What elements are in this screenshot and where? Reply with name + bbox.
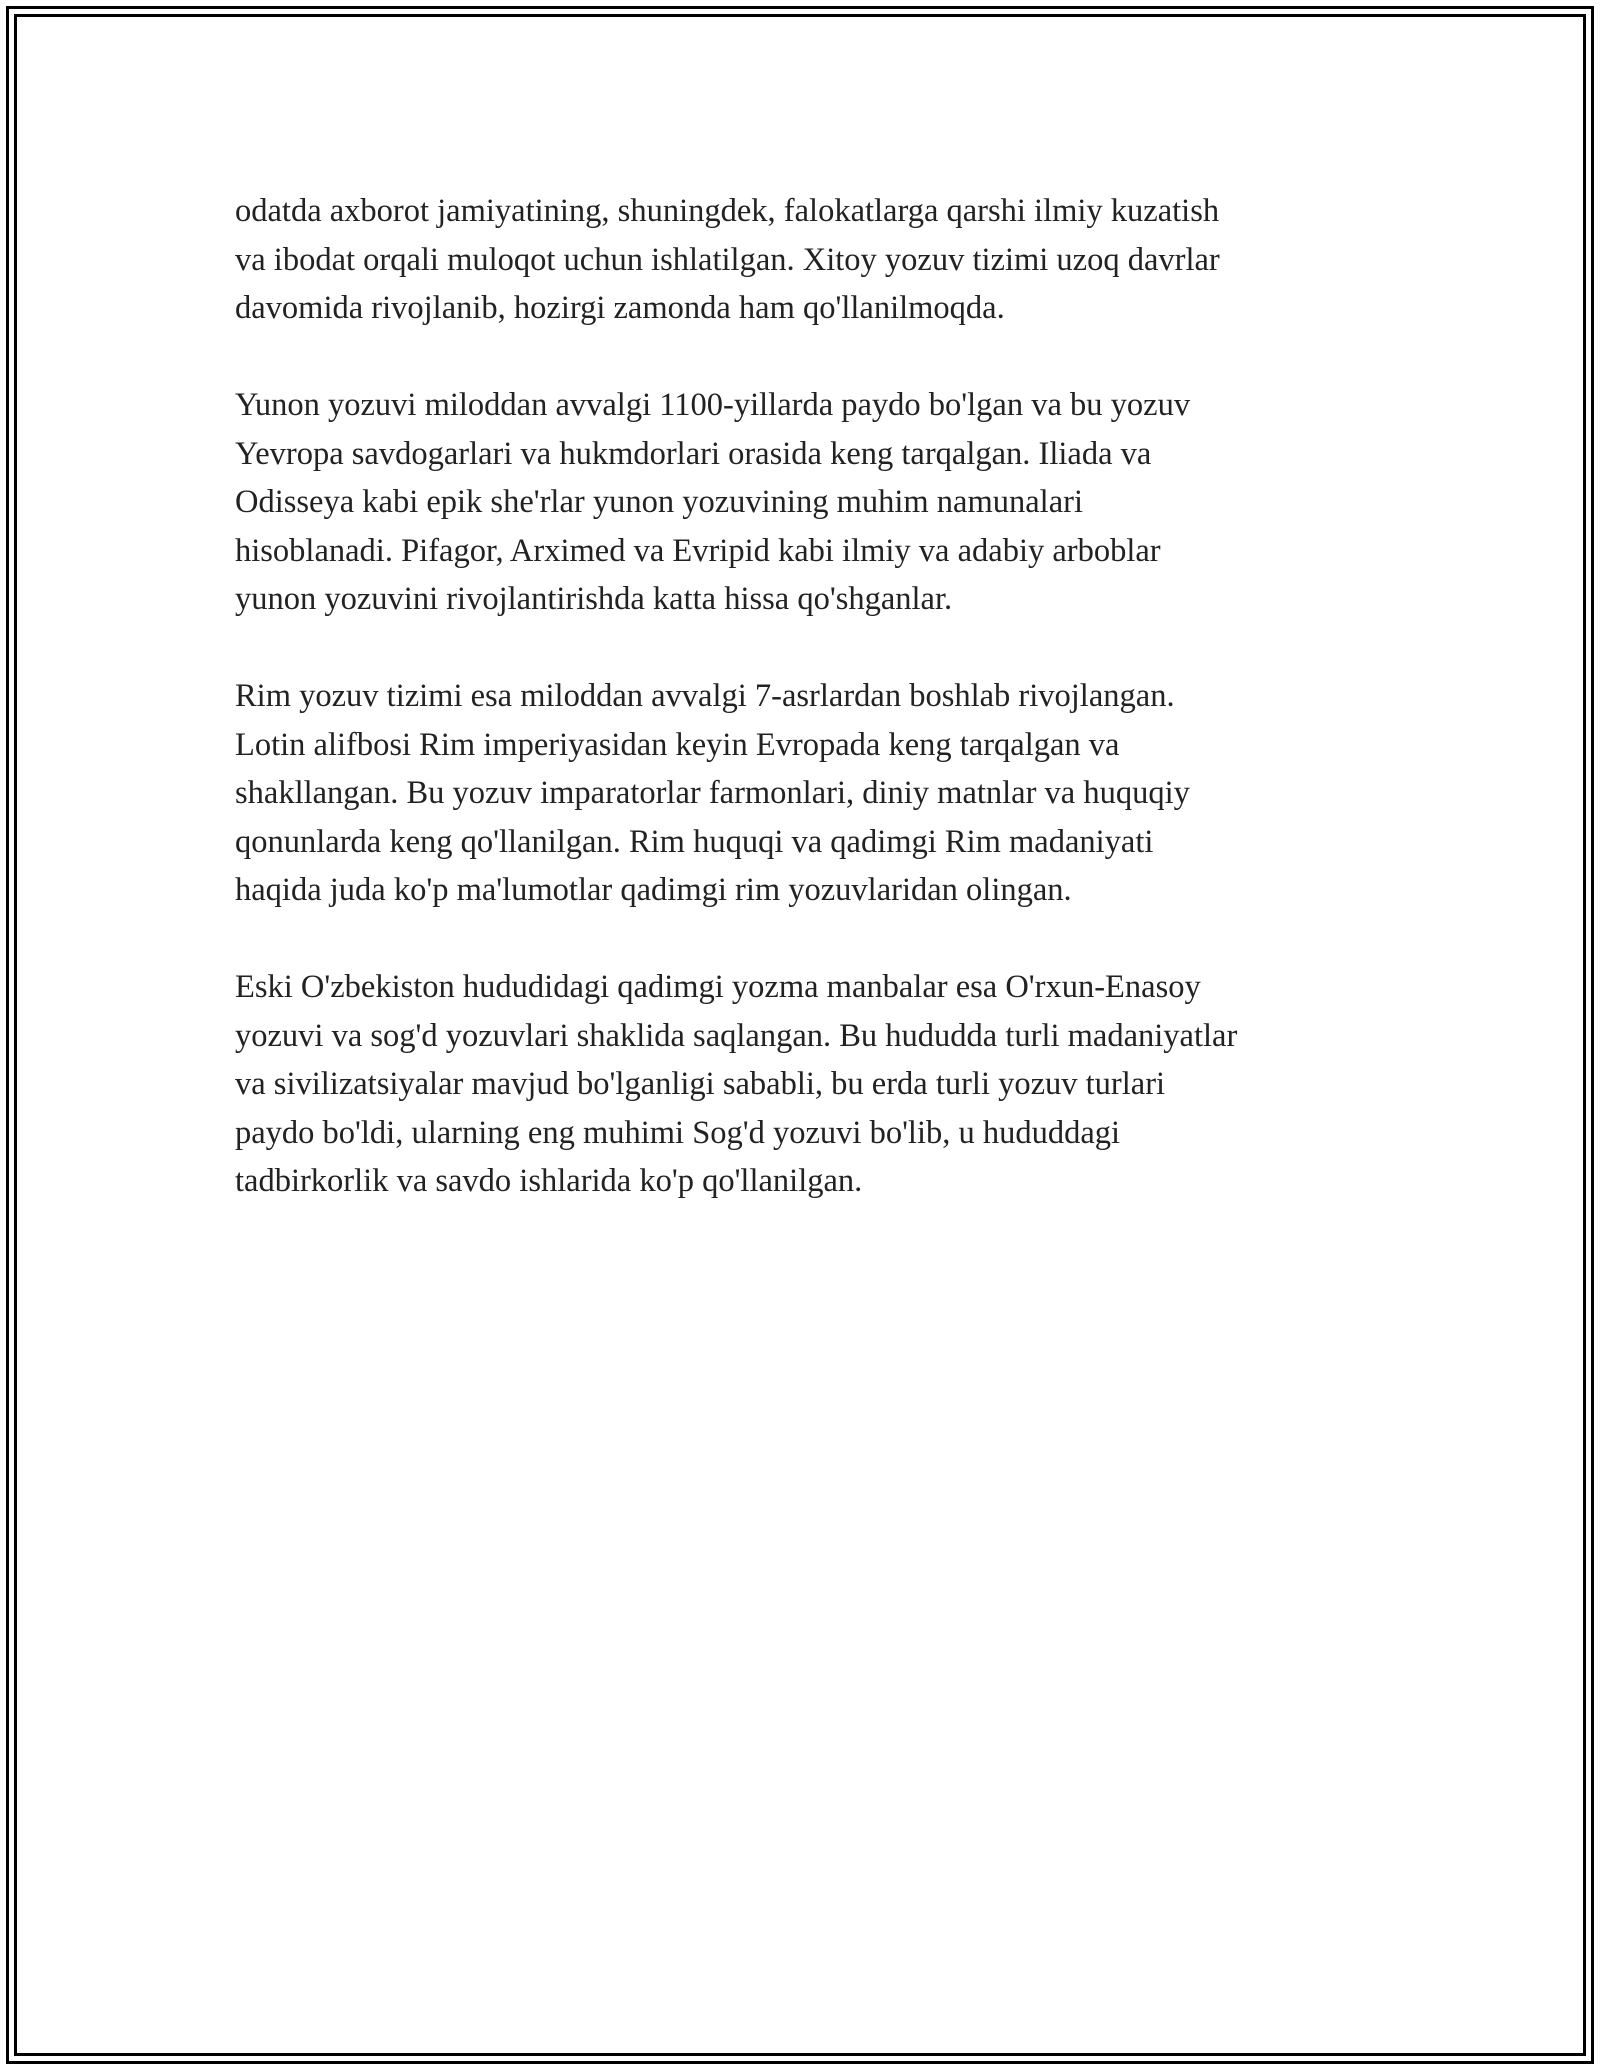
text-line: va ibodat orqali muloqot uchun ishlatilgan. Xitoy yozuv tizimi uzoq davrlar xyxy=(235,241,1220,278)
paragraph-uzbek-writing xyxy=(235,963,1385,1206)
text-line: shakllangan. Bu yozuv imparatorlar farmonlari, diniy matnlar va huquqiy xyxy=(235,775,1190,811)
text-line: haqida juda ko'p ma'lumotlar qadimgi rim yozuvlaridan olingan. xyxy=(235,872,1072,908)
text-line: yunon yozuvini rivojlantirishda katta hissa qo'shganlar. xyxy=(235,581,953,617)
document-body xyxy=(235,187,1385,1254)
text-line: yozuvi va sog'd yozuvlari shaklida saqlangan. Bu hududda turli madaniyatlar xyxy=(235,1017,1238,1054)
paragraph-greek-writing xyxy=(235,381,1385,624)
text-line: qonunlarda keng qo'llanilgan. Rim huquqi va qadimgi Rim madaniyati xyxy=(235,823,1154,860)
paragraph-roman-writing xyxy=(235,672,1385,915)
text-line: Odisseya kabi epik she'rlar yunon yozuvining muhim namunalari xyxy=(235,484,1083,520)
text-line: Yevropa savdogarlari va hukmdorlari orasida keng tarqalgan. Iliada va xyxy=(235,435,1152,472)
text-line: Rim yozuv tizimi esa miloddan avvalgi 7-asrlardan boshlab rivojlangan. xyxy=(235,678,1175,714)
text-line: Eski O'zbekiston hududidagi qadimgi yozma manbalar esa O'rxun-Enasoy xyxy=(235,969,1201,1005)
text-line: Lotin alifbosi Rim imperiyasidan keyin Evropada keng tarqalgan va xyxy=(235,726,1120,763)
paragraph-chinese-writing xyxy=(235,187,1385,333)
text-line: paydo bo'ldi, ularning eng muhimi Sog'd yozuvi bo'lib, u hududdagi xyxy=(235,1114,1121,1151)
text-line: tadbirkorlik va savdo ishlarida ko'p qo'llanilgan. xyxy=(235,1163,863,1199)
text-line: Yunon yozuvi miloddan avvalgi 1100-yillarda paydo bo'lgan va bu yozuv xyxy=(235,387,1191,423)
text-line: hisoblanadi. Pifagor, Arximed va Evripid kabi ilmiy va adabiy arboblar xyxy=(235,532,1161,569)
text-line: va sivilizatsiyalar mavjud bo'lganligi sababli, bu erda turli yozuv turlari xyxy=(235,1066,1166,1102)
text-line: odatda axborot jamiyatining, shuningdek, falokatlarga qarshi ilmiy kuzatish xyxy=(235,193,1220,229)
text-line: davomida rivojlanib, hozirgi zamonda ham qo'llanilmoqda. xyxy=(235,290,1005,326)
